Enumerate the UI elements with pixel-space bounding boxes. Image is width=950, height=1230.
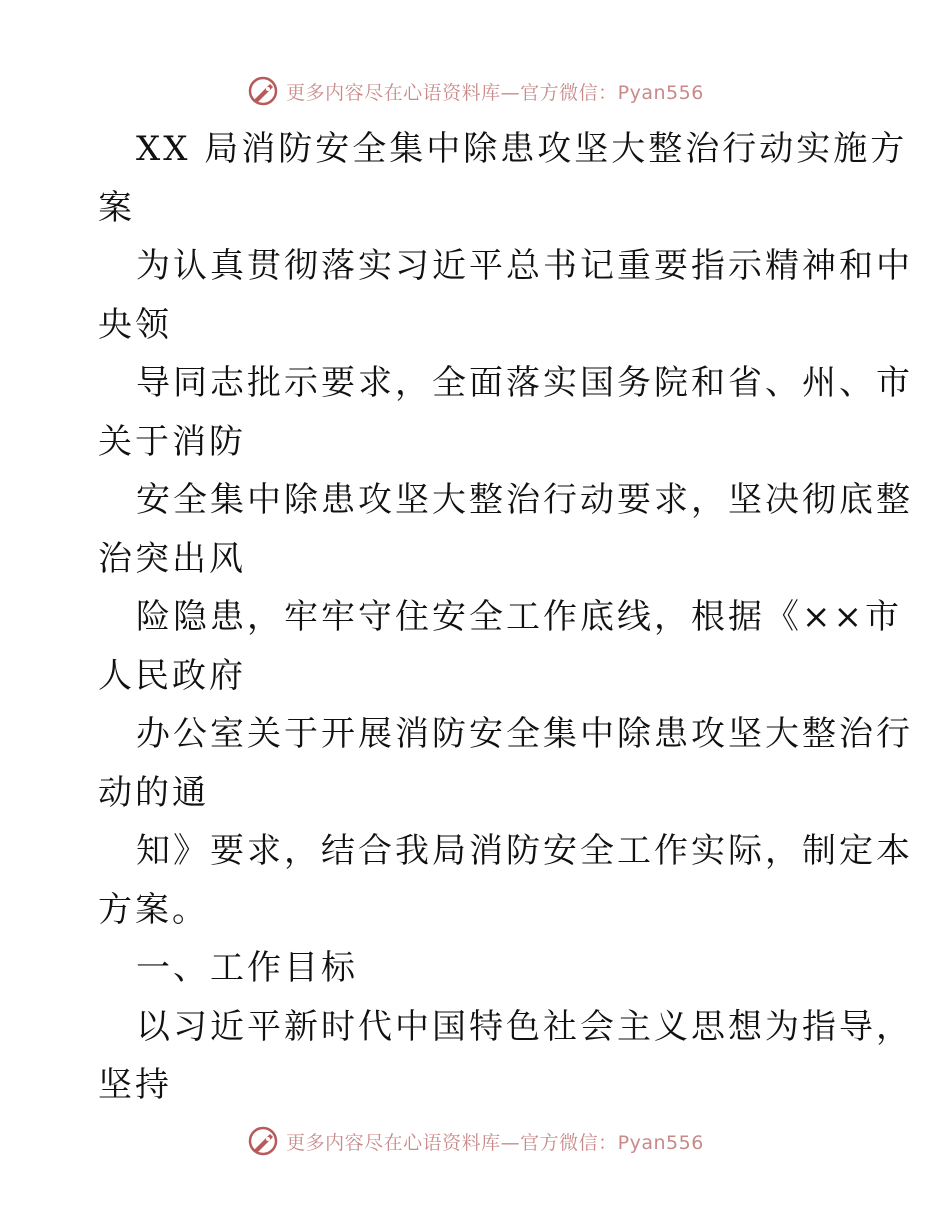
paragraph-line: 知》要求，结合我局消防安全工作实际，制定本 — [136, 831, 913, 871]
document-title-line: XX 局消防安全集中除患攻坚大整治行动实施方 — [136, 129, 908, 169]
paragraph-line: 央领 — [98, 304, 172, 345]
pen-nib-logo-icon — [246, 1124, 280, 1158]
paragraph-line: 方案。 — [98, 889, 209, 930]
paragraph-line: 一、工作目标 — [136, 948, 358, 988]
paragraph-line: 坚持 — [98, 1065, 172, 1105]
paragraph-line: 治突出风 — [98, 538, 246, 579]
paragraph-line: 案 — [98, 187, 135, 228]
document-body — [98, 120, 913, 1115]
paragraph-line: 办公室关于开展消防安全集中除患攻坚大整治行 — [136, 714, 913, 754]
paragraph-line: 导同志批示要求，全面落实国务院和省、州、市 — [136, 363, 913, 403]
footer-watermark — [0, 1121, 950, 1161]
paragraph-line: 以习近平新时代中国特色社会主义思想为指导， — [136, 1006, 913, 1047]
paragraph-line: 人民政府 — [98, 655, 246, 696]
paragraph-line: 为认真贯彻落实习近平总书记重要指示精神和中 — [136, 246, 913, 286]
watermark-text: 更多内容尽在心语资料库—官方微信：Pyan556 — [286, 81, 704, 104]
paragraph-line: 安全集中除患攻坚大整治行动要求，坚决彻底整 — [136, 480, 913, 520]
pen-nib-logo-icon — [246, 74, 280, 108]
watermark-text: 更多内容尽在心语资料库—官方微信：Pyan556 — [286, 1131, 704, 1154]
paragraph-line: 险隐患，牢牢守住安全工作底线，根据《××市 — [136, 597, 902, 637]
header-watermark — [0, 71, 950, 111]
paragraph-line: 动的通 — [98, 772, 209, 813]
paragraph-line: 关于消防 — [98, 421, 246, 462]
